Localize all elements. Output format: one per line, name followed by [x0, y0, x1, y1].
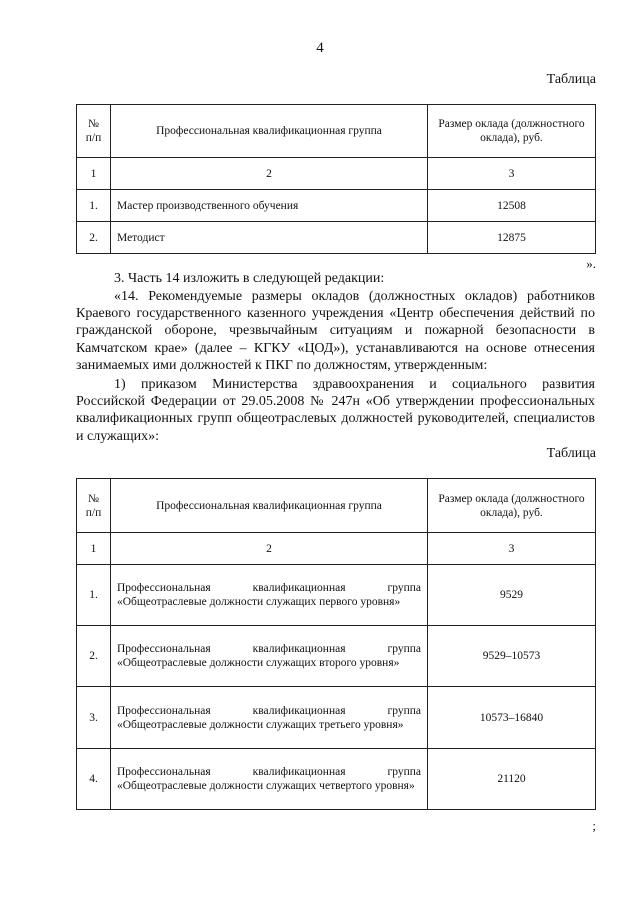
paragraph-order-247n: 1) приказом Министерства здравоохранения и социального развития Российской Федерации от 29.05.2008 № 247н «Об утверждении профессиональных квалификационных групп общеотраслевых должностей руководителей, специалистов и служащих»:	[76, 377, 595, 444]
table-row	[77, 565, 596, 626]
table2-header-salary: Размер оклада (должностного оклада), руб.	[428, 479, 596, 533]
table2-header-group: Профессиональная квалификационная группа	[111, 479, 428, 533]
row-salary: 10573–16840	[428, 687, 596, 749]
table1-header-num: № п/п	[77, 105, 111, 158]
table-row	[77, 749, 596, 810]
table1-index-3: 3	[428, 158, 596, 190]
row-group: Профессиональная квалификационная группа «Общеотраслевые должности служащих четвертого уровня»	[111, 749, 428, 810]
paragraph-part-14-intro: 3. Часть 14 изложить в следующей редакции:	[114, 271, 385, 286]
row-group: Профессиональная квалификационная группа «Общеотраслевые должности служащих третьего уровня»	[111, 687, 428, 749]
row-num: 2.	[77, 626, 111, 687]
row-salary: 21120	[428, 749, 596, 810]
table2-index-1: 1	[77, 533, 111, 565]
table2-index-3: 3	[428, 533, 596, 565]
table1-header-salary: Размер оклада (должностного оклада), руб.	[428, 105, 596, 158]
table1-header-group: Профессиональная квалификационная группа	[111, 105, 428, 158]
table2	[76, 478, 596, 810]
row-group: Мастер производственного обучения	[111, 190, 428, 222]
table1-caption: Таблица	[546, 72, 596, 87]
table1	[76, 104, 596, 254]
table-row	[77, 626, 596, 687]
table-row	[77, 222, 596, 254]
table1-header-row	[77, 105, 596, 158]
page-number: 4	[316, 40, 324, 56]
row-salary: 12508	[428, 190, 596, 222]
table2-header-num: № п/п	[77, 479, 111, 533]
row-num: 4.	[77, 749, 111, 810]
row-salary: 12875	[428, 222, 596, 254]
table1-index-2: 2	[111, 158, 428, 190]
row-salary: 9529–10573	[428, 626, 596, 687]
row-group: Методист	[111, 222, 428, 254]
table2-index-2: 2	[111, 533, 428, 565]
row-group: Профессиональная квалификационная группа «Общеотраслевые должности служащих первого уровня»	[111, 565, 428, 626]
row-num: 1.	[77, 190, 111, 222]
table2-caption: Таблица	[546, 446, 596, 461]
row-group: Профессиональная квалификационная группа «Общеотраслевые должности служащих второго уровня»	[111, 626, 428, 687]
table2-header-row	[77, 479, 596, 533]
row-num: 3.	[77, 687, 111, 749]
table-row	[77, 190, 596, 222]
table1-index-1: 1	[77, 158, 111, 190]
paragraph-part-14-text: «14. Рекомендуемые размеры окладов (должностных окладов) работников Краевого государственного казенного учреждения «Центр обеспечения действий по гражданской обороне, чрезвычайным ситуациям и пожарной безопасности в Камчатском крае» (далее – КГКУ «ЦОД»), устанавливаются на основе отнесения занимаемых ими должностей к ПКГ по должностям, утвержденным:	[76, 289, 595, 373]
table-row	[77, 687, 596, 749]
table2-index-row	[77, 533, 596, 565]
row-num: 2.	[77, 222, 111, 254]
table2-end-mark: ;	[592, 818, 596, 833]
table1-end-mark: ».	[586, 256, 596, 271]
row-num: 1.	[77, 565, 111, 626]
row-salary: 9529	[428, 565, 596, 626]
table1-index-row	[77, 158, 596, 190]
